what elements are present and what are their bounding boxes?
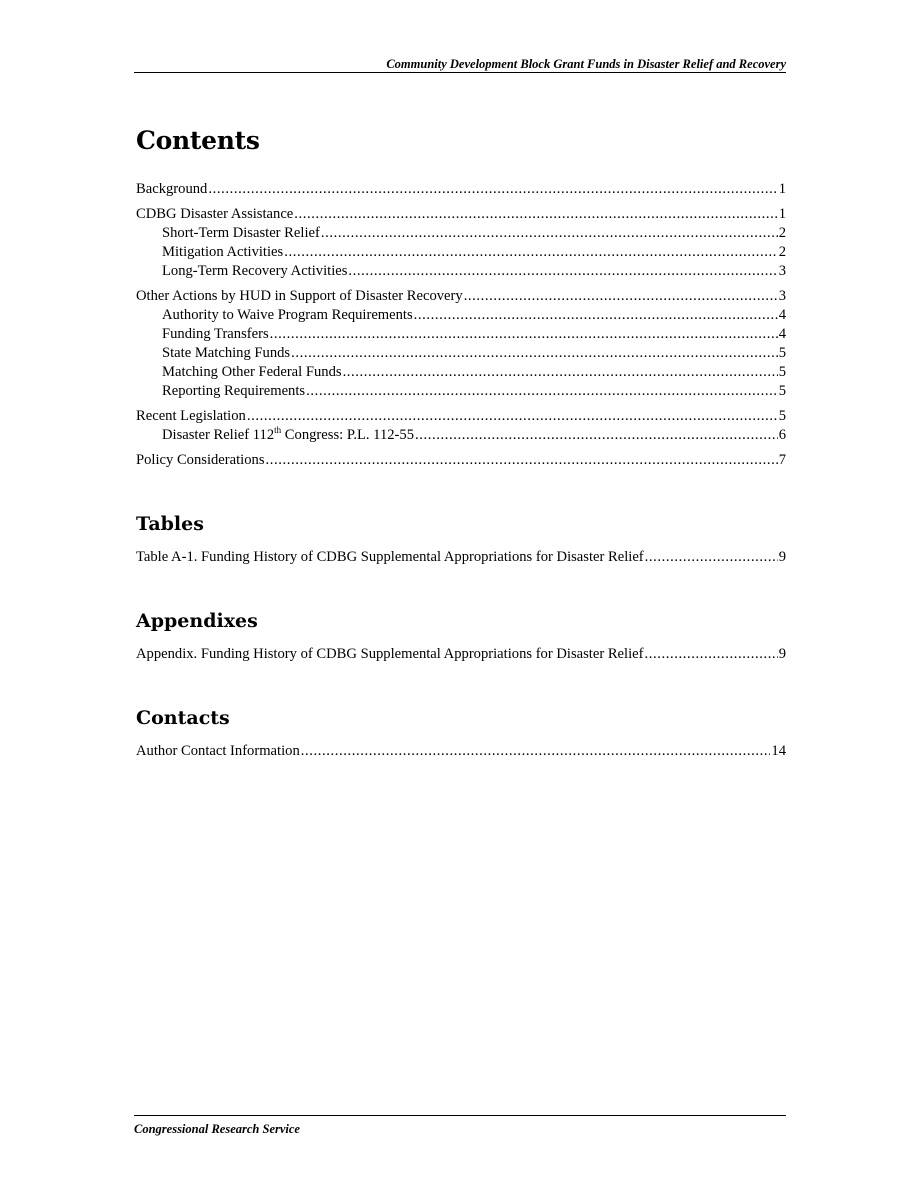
toc-entry-other-actions-by-hud[interactable]	[136, 287, 786, 306]
running-header: Community Development Block Grant Funds in Disaster Relief and Recovery	[134, 56, 786, 73]
title-prefix: Disaster Relief 112	[162, 427, 275, 443]
toc-entry-table-a1[interactable]	[136, 548, 786, 567]
toc-entry-title: Other Actions by HUD in Support of Disaster Recovery	[136, 288, 463, 304]
dot-leader	[294, 205, 777, 224]
dot-leader	[301, 742, 771, 761]
toc-page-number: 5	[778, 383, 786, 399]
appendixes-section	[136, 607, 786, 664]
toc-entry-title: Author Contact Information	[136, 743, 300, 759]
dot-leader	[247, 407, 778, 426]
contacts-heading: Contacts	[136, 707, 230, 729]
toc-entry-title: Funding Transfers	[162, 326, 269, 342]
toc-page-number: 5	[778, 408, 786, 424]
dot-leader	[266, 451, 778, 470]
title-suffix: Congress: P.L. 112-55	[281, 427, 414, 443]
toc-entry-title: Policy Considerations	[136, 452, 265, 468]
toc-entry-short-term-disaster-relief[interactable]	[136, 224, 786, 243]
dot-leader	[270, 325, 778, 344]
toc-entry-title	[162, 426, 414, 445]
toc-entry-state-matching-funds[interactable]	[136, 344, 786, 363]
table-of-contents-page	[136, 122, 786, 761]
dot-leader	[644, 645, 777, 664]
toc-entry-long-term-recovery-activities[interactable]	[136, 262, 786, 281]
toc-page-number: 5	[778, 345, 786, 361]
toc-entry-policy-considerations[interactable]	[136, 451, 786, 470]
dot-leader	[415, 426, 778, 445]
contents-heading: Contents	[136, 126, 260, 155]
toc-page-number: 1	[778, 181, 786, 197]
dot-leader	[414, 306, 778, 325]
tables-heading: Tables	[136, 513, 204, 535]
toc-entry-title: State Matching Funds	[162, 345, 291, 361]
toc-entry-author-contact-information[interactable]	[136, 742, 786, 761]
toc-page-number: 2	[778, 225, 786, 241]
toc-entry-funding-transfers[interactable]	[136, 325, 786, 344]
toc-entry-title: Table A-1. Funding History of CDBG Supplemental Appropriations for Disaster Relief	[136, 549, 644, 565]
toc-entry-reporting-requirements[interactable]	[136, 382, 786, 401]
dot-leader	[208, 180, 777, 199]
toc-page-number: 3	[778, 288, 786, 304]
toc-page-number: 6	[778, 427, 786, 443]
toc-entry-authority-to-waive[interactable]	[136, 306, 786, 325]
dot-leader	[291, 344, 778, 363]
toc-entry-title: Reporting Requirements	[162, 383, 306, 399]
toc-page-number: 9	[778, 549, 786, 565]
toc-entry-title: Long-Term Recovery Activities	[162, 263, 348, 279]
toc-entry-cdbg-disaster-assistance[interactable]	[136, 205, 786, 224]
tables-section	[136, 510, 786, 567]
appendixes-heading: Appendixes	[136, 610, 258, 632]
toc-page-number: 9	[778, 646, 786, 662]
toc-entry-title: Recent Legislation	[136, 408, 246, 424]
dot-leader	[306, 382, 778, 401]
dot-leader	[464, 287, 778, 306]
toc-entry-title: CDBG Disaster Assistance	[136, 206, 294, 222]
dot-leader	[321, 224, 778, 243]
toc-entry-title: Mitigation Activities	[162, 244, 284, 260]
toc-entry-appendix[interactable]	[136, 645, 786, 664]
toc-entry-background[interactable]	[136, 180, 786, 199]
dot-leader	[348, 262, 777, 281]
toc-page-number: 3	[778, 263, 786, 279]
contents-list	[136, 180, 786, 470]
toc-entry-title: Matching Other Federal Funds	[162, 364, 342, 380]
toc-entry-disaster-relief-112th-congress[interactable]	[136, 426, 786, 445]
toc-page-number: 14	[771, 743, 786, 759]
toc-entry-matching-other-federal-funds[interactable]	[136, 363, 786, 382]
toc-entry-title: Authority to Waive Program Requirements	[162, 307, 413, 323]
toc-entry-title: Appendix. Funding History of CDBG Supplemental Appropriations for Disaster Relief	[136, 646, 644, 662]
toc-page-number: 1	[778, 206, 786, 222]
toc-page-number: 4	[778, 326, 786, 342]
toc-page-number: 5	[778, 364, 786, 380]
ordinal-superscript: th	[274, 425, 282, 436]
dot-leader	[645, 548, 778, 567]
toc-page-number: 2	[778, 244, 786, 260]
toc-page-number: 7	[778, 452, 786, 468]
toc-entry-title: Short-Term Disaster Relief	[162, 225, 320, 241]
dot-leader	[343, 363, 778, 382]
toc-entry-title: Background	[136, 181, 208, 197]
running-footer: Congressional Research Service	[134, 1115, 786, 1137]
contacts-section	[136, 704, 786, 761]
toc-entry-recent-legislation[interactable]	[136, 407, 786, 426]
dot-leader	[284, 243, 777, 262]
toc-entry-mitigation-activities[interactable]	[136, 243, 786, 262]
toc-page-number: 4	[778, 307, 786, 323]
